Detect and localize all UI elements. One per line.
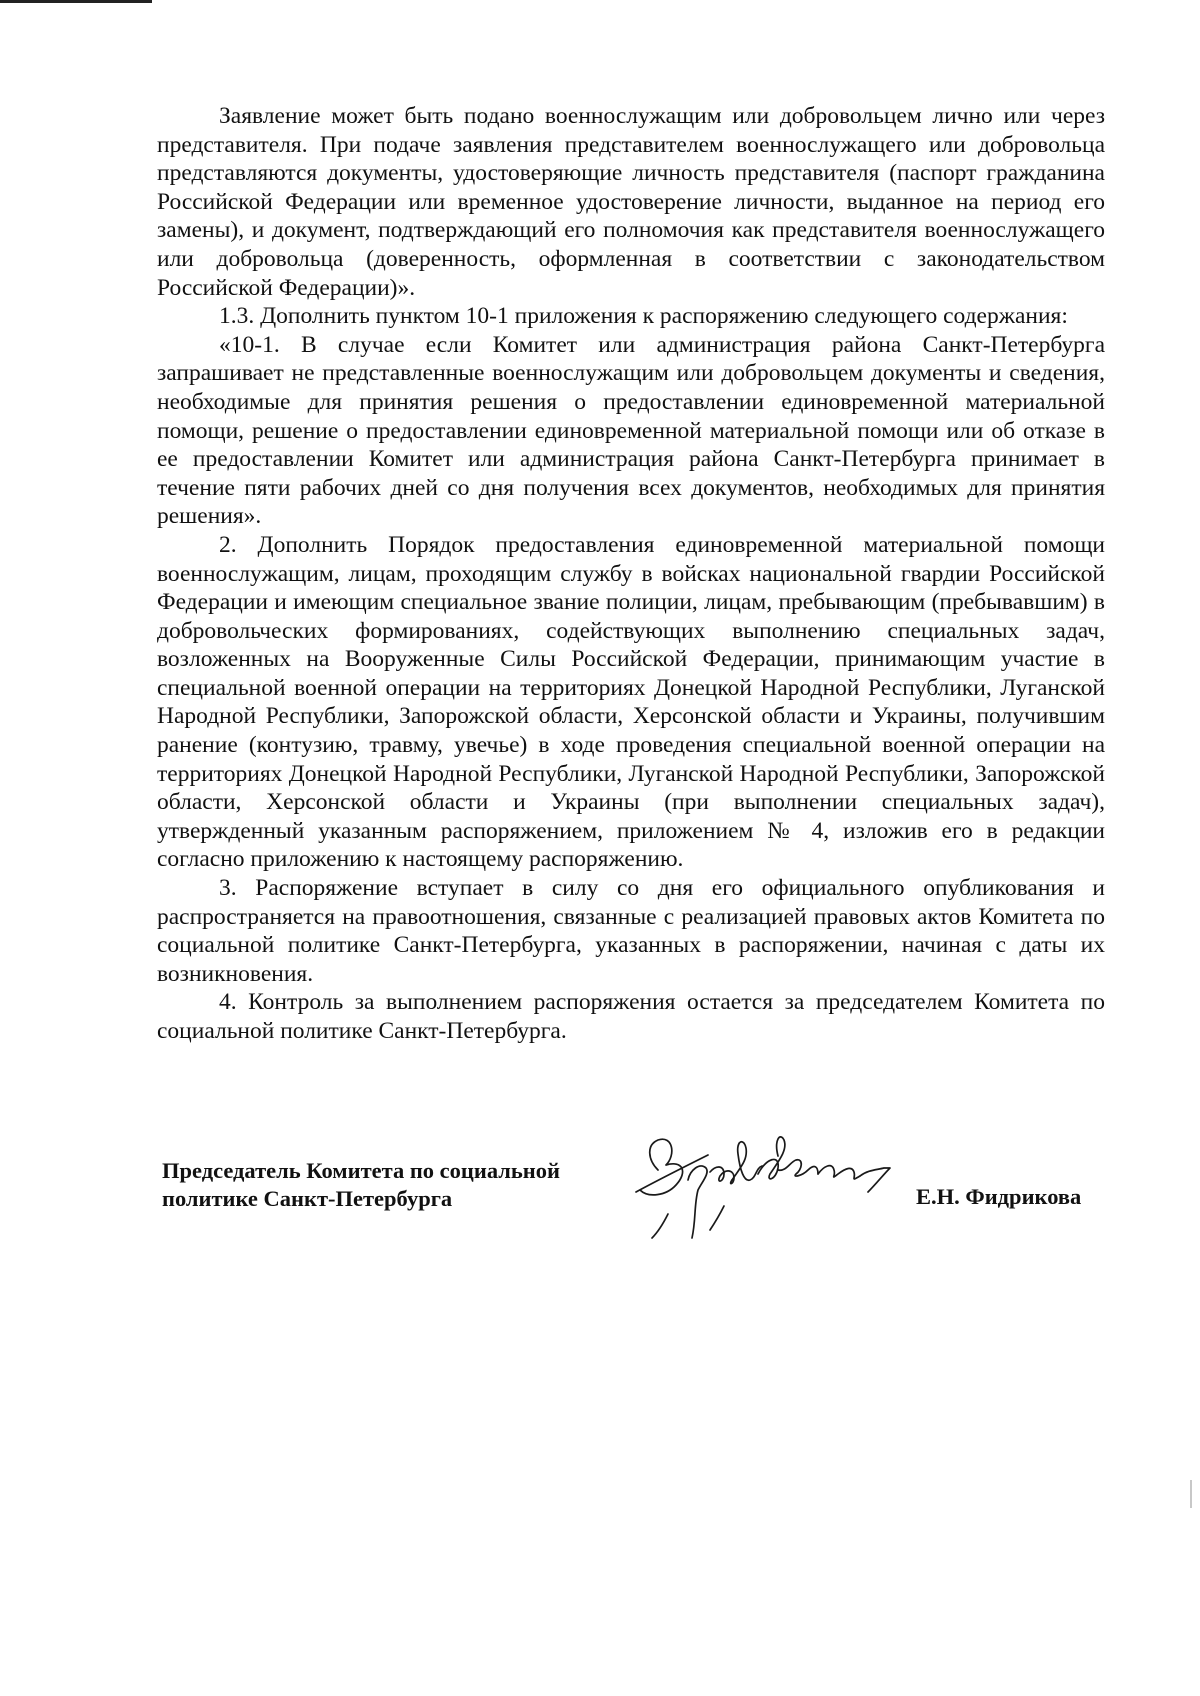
signatory-position-line-2: политике Санкт-Петербурга [162, 1186, 453, 1211]
paragraph-item-4: 4. Контроль за выполнением распоряжения остается за председателем Комитета по социальной политике Санкт-Петербурга. [157, 989, 1105, 1044]
signatory-position-line-1: Председатель Комитета по социальной [162, 1158, 560, 1183]
paragraph-item-10-1: «10-1. В случае если Комитет или администрация района Санкт-Петербурга запрашивает не представленные военнослужащим или добровольцем документы и сведения, необходимые для принятия решения о предоставлении единовременной материальной помощи, решение о предоставлении единовременной материальной помощи или об отказе в ее предоставлении Комитет или администрация района Санкт-Петербурга принимает в течение пяти рабочих дней со дня получения всех документов, необходимых для принятия решения». [157, 331, 1105, 530]
handwritten-signature [628, 1110, 918, 1250]
signatory-position [162, 1157, 632, 1213]
paragraph-item-3: 3. Распоряжение вступает в силу со дня его официального опубликования и распространяется на правоотношения, связанные с реализацией правовых актов Комитета по социальной политике Санкт-Петербурга, указанных в распоряжении, начиная с даты их возникновения. [157, 875, 1105, 987]
paragraph-item-2: 2. Дополнить Порядок предоставления единовременной материальной помощи военнослужащим, лицам, проходящим службу в войсках национальной гвардии Российской Федерации и имеющим специальное звание полиции, лицам, пребывающим (пребывавшим) в добровольческих формированиях, содействующих выполнению специальных задач, возложенных на Вооруженные Силы Российской Федерации, принимающим участие в специальной военной операции на территориях Донецкой Народной Республики, Луганской Народной Республики, Запорожской области, Херсонской области и Украины, получившим ранение (контузию, травму, увечье) в ходе проведения специальной военной операции на территориях Донецкой Народной Республики, Луганской Народной Республики, Запорожской области, Херсонской области и Украины (при выполнении специальных задач), утвержденный указанным распоряжением, приложением № 4, изложив его в редакции согласно приложению к настоящему распоряжению. [157, 531, 1105, 873]
scan-edge-artifact [1190, 1480, 1192, 1508]
paragraph-item-1-3: 1.3. Дополнить пунктом 10-1 приложения к распоряжению следующего содержания: [219, 303, 1068, 330]
signatory-name: Е.Н. Фидрикова [916, 1184, 1082, 1209]
paragraph-application-submission: Заявление может быть подано военнослужащим или добровольцем лично или через представителя. При подаче заявления представителем военнослужащего или добровольца представляются документы, удостоверяющие личность представителя (паспорт гражданина Российской Федерации или временное удостоверение личности, выданное на период его замены), и документ, подтверждающий его полномочия как представителя военнослужащего или добровольца (доверенность, оформленная в соответствии с законодательством Российской Федерации)». [157, 103, 1105, 301]
